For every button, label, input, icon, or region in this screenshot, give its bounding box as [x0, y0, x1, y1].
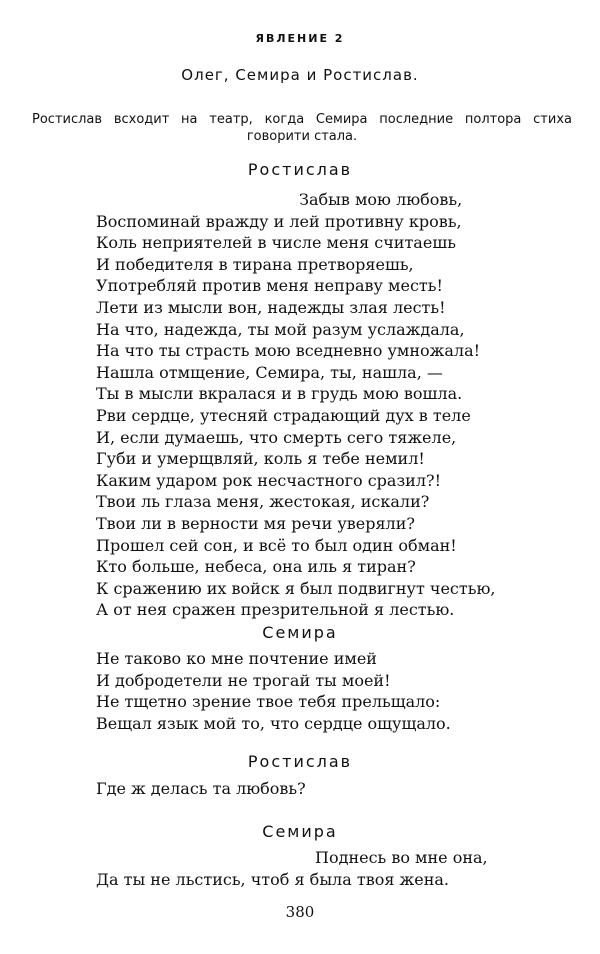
verse-line: Губи и умерщвляй, коль я тебе немил! [96, 449, 425, 469]
verse-line: Употребляй против меня неправу месть! [96, 276, 443, 296]
verse-line: Прошел сей сон, и всё то был один обман! [96, 535, 457, 555]
verse-line: Забыв мою любовь, [299, 190, 463, 209]
verse-line: Лети из мысли вон, надежды злая лесть! [96, 297, 446, 317]
speaker-name: Ростислав [247, 752, 353, 771]
verse-line: На что, надежда, ты мой разум услаждала, [96, 319, 465, 339]
verse-line: Воспоминай вражду и лей противну кровь, [96, 211, 462, 231]
verse-block [96, 189, 576, 621]
verse-line: Не таково ко мне почтение имей [96, 649, 377, 668]
verse-line: И добродетели не трогай ты моей! [96, 670, 391, 690]
verse-line: И, если думаешь, что смерть сего тяжеле, [96, 427, 457, 447]
scene-heading: ЯВЛЕНИЕ 2 [255, 32, 345, 45]
verse-line: Да ты не льстись, чтоб я была твоя жена. [96, 869, 449, 889]
page-number: 380 [285, 903, 315, 921]
speaker-name: Ростислав [247, 160, 353, 179]
verse-line: И победителя в тирана претворяешь, [96, 254, 414, 274]
verse-line: Вещал язык мой то, что сердце ощущало. [96, 713, 451, 733]
characters-list: Олег, Семира и Ростислав. [181, 66, 419, 84]
verse-block [96, 847, 576, 890]
verse-line: Рви сердце, утесняй страдающий дух в теле [96, 405, 471, 425]
verse-line: К сражению их войск я был подвигнут честью, [96, 578, 496, 598]
verse-line: На что ты страсть мою вседневно умножала! [96, 341, 481, 361]
verse-line: Каким ударом рок несчастного сразил?! [96, 470, 442, 490]
verse-line: Кто больше, небеса, она иль я тиран? [96, 557, 416, 577]
verse-line: Ты в мысли вкралася и в грудь мою вошла. [96, 384, 463, 404]
verse-line: Где ж делась та любовь? [96, 779, 306, 798]
verse-line: А от нея сражен презрительной я лестью. [96, 600, 455, 620]
verse-line: Нашла отмщение, Семира, ты, нашла, — [96, 362, 443, 382]
verse-line: Поднесь во мне она, [315, 848, 488, 867]
verse-block [96, 648, 576, 734]
verse-line: Коль неприятелей в числе меня считаешь [96, 233, 456, 253]
verse-line: Не тщетно зрение твое тебя прельщало: [96, 692, 441, 712]
stage-direction: Ростислав всходит на театр, когда Семира последние полтора стиха говорити стала. [32, 112, 572, 144]
verse-line: Твои ль глаза меня, жестокая, искали? [96, 492, 430, 512]
speaker-name: Семира [262, 822, 338, 841]
verse-block [96, 778, 576, 800]
speaker-name: Семира [262, 623, 338, 642]
verse-line: Твои ли в верности мя речи уверяли? [96, 513, 415, 533]
